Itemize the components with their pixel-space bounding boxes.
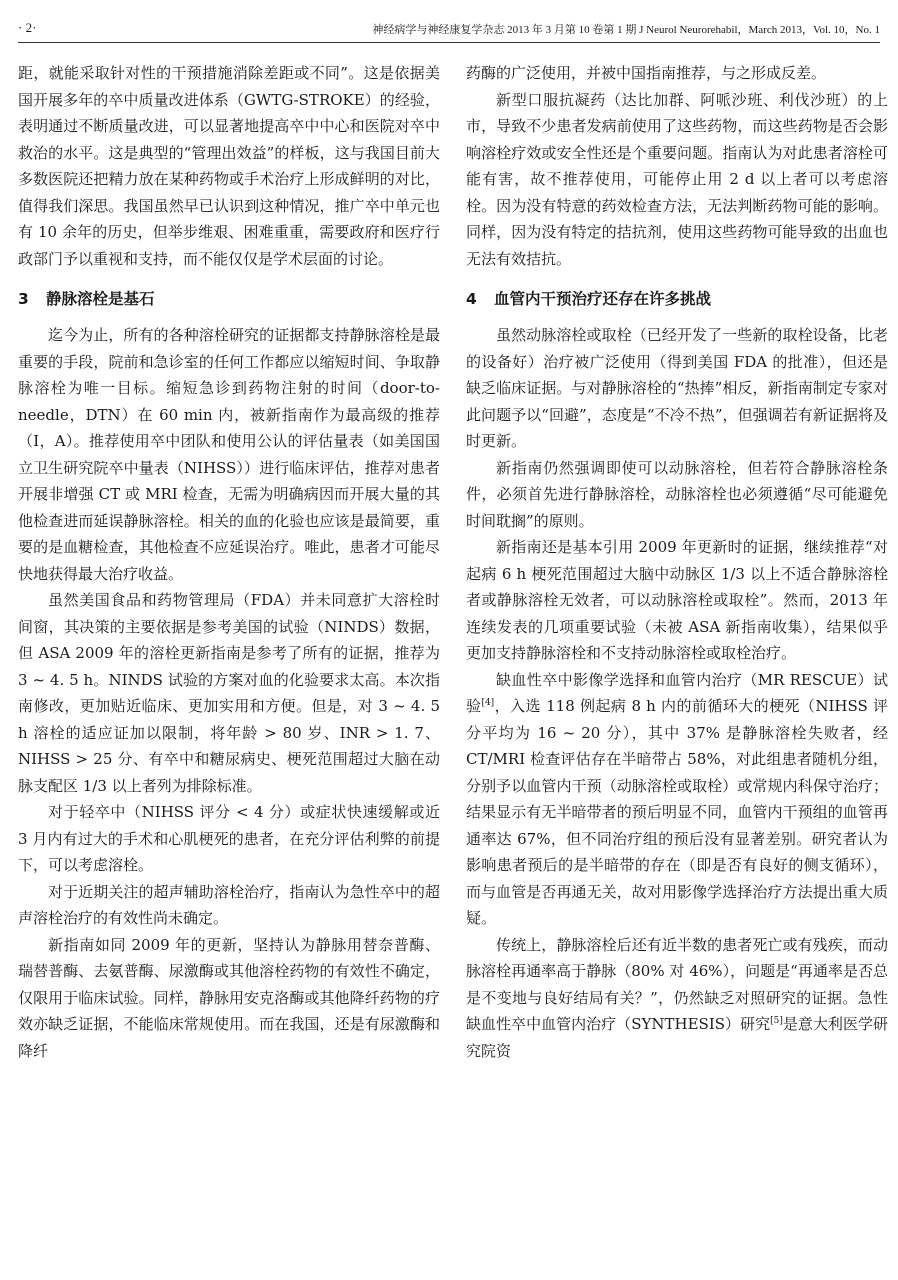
paragraph: 距，就能采取针对性的干预措施消除差距或不同”。这是依据美国开展多年的卒中质量改进体系（GWTG-STROKE）的经验，表明通过不断质量改进，可以显著地提高卒中中心和医院对卒中救治的水平。这是典型的“管理出效益”的样板，这与我国目前大多数医院还把精力放在某种药物或手术治疗上形成鲜明的对比，值得我们深思。我国虽然早已认识到这种情况，推广卒中单元也有 10 余年的历史，但举步维艰、困难重重，需要政府和医疗行政部门予以重视和支持，而不能仅仅是学术层面的讨论。 (18, 64, 440, 268)
section-number: 3 (18, 290, 29, 308)
paragraph (466, 667, 888, 932)
paragraph: 新指南还是基本引用 2009 年更新时的证据，继续推荐“对起病 6 h 梗死范围超过大脑中动脉区 1/3 以上不适合静脉溶栓者或静脉溶栓无效者，可以动脉溶栓或取栓”。然而，2013 年连续发表的几项重要试验（未被 ASA 新指南收集），结果似乎更加支持静脉溶栓和不支持动脉溶栓或取栓治疗。 (466, 538, 888, 662)
section-number: 4 (466, 290, 477, 308)
paragraph: 虽然美国食品和药物管理局（FDA）并未同意扩大溶栓时间窗，其决策的主要依据是参考美国的试验（NINDS）数据，但 ASA 2009 年的溶栓更新指南是参考了所有的证据，推荐为 3 ~ 4. 5 h。NINDS 试验的方案对血的化验要求太高。本次指南修改，更加贴近临床、更加实用和方便。但是，对 3 ~ 4. 5 h 溶栓的适应证加以限制，将年龄 > 80 岁、INR > 1. 7、NIHSS > 25 分、有卒中和糖尿病史、梗死范围超过大脑在动脉支配区 1/3 以上者列为排除标准。 (18, 591, 440, 795)
paragraph: 虽然动脉溶栓或取栓（已经开发了一些新的取栓设备，比老的设备好）治疗被广泛使用（得到美国 FDA 的批准），但还是缺乏临床证据。与对静脉溶栓的“热捧”相反，新指南制定专家对此问题予以“回避”，态度是“不冷不热”，但强调若有新证据将及时更新。 (466, 326, 888, 450)
section-heading-4 (466, 286, 888, 312)
paragraph-text: 缺血性卒中影像学选择和血管内治疗（MR RESCUE）试验 (466, 670, 888, 715)
paragraph: 新型口服抗凝药（达比加群、阿哌沙班、利伐沙班）的上市，导致不少患者发病前使用了这些药物，而这些药物是否会影响溶栓疗效或安全性还是个重要问题。指南认为对此患者溶栓可能有害，故不推荐使用，可能停止用 2 d 以上者可以考虑溶栓。因为没有特意的药效检查方法，无法判断药物可能的影响。同样，因为没有特定的拮抗剂，使用这些药物可能导致的出血也无法有效拮抗。 (466, 90, 888, 268)
paragraph: 对于近期关注的超声辅助溶栓治疗，指南认为急性卒中的超声溶栓治疗的有效性尚未确定。 (18, 882, 440, 927)
section-title: 血管内干预治疗还存在许多挑战 (494, 290, 712, 308)
paragraph (466, 932, 888, 1065)
paragraph: 对于轻卒中（NIHSS 评分 < 4 分）或症状快速缓解或近 3 月内有过大的手术和心肌梗死的患者，在充分评估利弊的前提下，可以考虑溶栓。 (18, 803, 440, 874)
paragraph: 迄今为止，所有的各种溶栓研究的证据都支持静脉溶栓是最重要的手段，院前和急诊室的任何工作都应以缩短时间、争取静脉溶栓为唯一目标。缩短急诊到药物注射的时间（door-to-needle，DTN）在 60 min 内，被新指南作为最高级的推荐（I，A）。推荐使用卒中团队和使用公认的评估量表（如美国国立卫生研究院卒中量表（NIHSS））进行临床评估，推荐对患者开展非增强 CT 或 MRI 检查，无需为明确病因而开展大量的其他检查进而延误静脉溶栓。相关的血的化验也应该是最简要，重要的是血糖检查，其他检查不应延误治疗。唯此，患者才可能尽快地获得最大治疗收益。 (18, 326, 440, 583)
paragraph: 药酶的广泛使用，并被中国指南推荐，与之形成反差。 (466, 64, 827, 82)
section-heading-3 (18, 286, 440, 312)
left-column (18, 60, 440, 1064)
paragraph-text: ，入选 118 例起病 8 h 内的前循环大的梗死（NIHSS 评分平均为 16 ~ 20 分），其中 37% 是静脉溶栓失败者，经 CT/MRI 检查评估存在半暗带占 58%，对此组患者随机分组，分别予以血管内干预（动脉溶栓或取栓）或常规内科保守治疗；结果显示有无半暗带者的预后明显不同，血管内干预组的血管再通率达 67%，但不同治疗组的预后没有显著差别。研究者认为影响患者预后的是半暗带的存在（即是否有良好的侧支循环），而与血管是否再通无关，故对用影像学选择治疗方法提出重大质疑。 (466, 697, 888, 927)
running-header (18, 16, 880, 43)
citation-ref: [4] (481, 698, 495, 708)
page-number: · 2· (18, 20, 37, 35)
paragraph-text: 传统上，静脉溶栓后还有近半数的患者死亡或有残疾，而动脉溶栓再通率高于静脉（80% 对 46%），问题是“再通率是否总是不变地与良好结局有关？”，仍然缺乏对照研究的证据。急性缺血性卒中血管内治疗（SYNTHESIS）研究 (466, 935, 888, 1033)
citation-ref: [5] (770, 1016, 783, 1026)
paragraph-text: 是意大利医学研究院资 (466, 1015, 888, 1060)
journal-citation-line: 神经病学与神经康复学杂志 2013 年 3 月第 10 卷第 1 期 J Neurol Neurorehabil，March 2013，Vol. 10，No. 1 (372, 24, 880, 36)
paragraph: 新指南仍然强调即使可以动脉溶栓，但若符合静脉溶栓条件，必须首先进行静脉溶栓，动脉溶栓也必须遵循“尽可能避免时间耽搁”的原则。 (466, 458, 888, 530)
paragraph: 新指南如同 2009 年的更新，坚持认为静脉用替奈普酶、瑞替普酶、去氨普酶、尿激酶或其他溶栓药物的有效性不确定，仅限用于临床试验。同样，静脉用安克洛酶或其他降纤药物的疗效亦缺乏证据，不能临床常规使用。而在我国，还是有尿激酶和降纤 (18, 935, 440, 1060)
section-title: 静脉溶栓是基石 (46, 290, 155, 308)
right-column (466, 60, 888, 1064)
